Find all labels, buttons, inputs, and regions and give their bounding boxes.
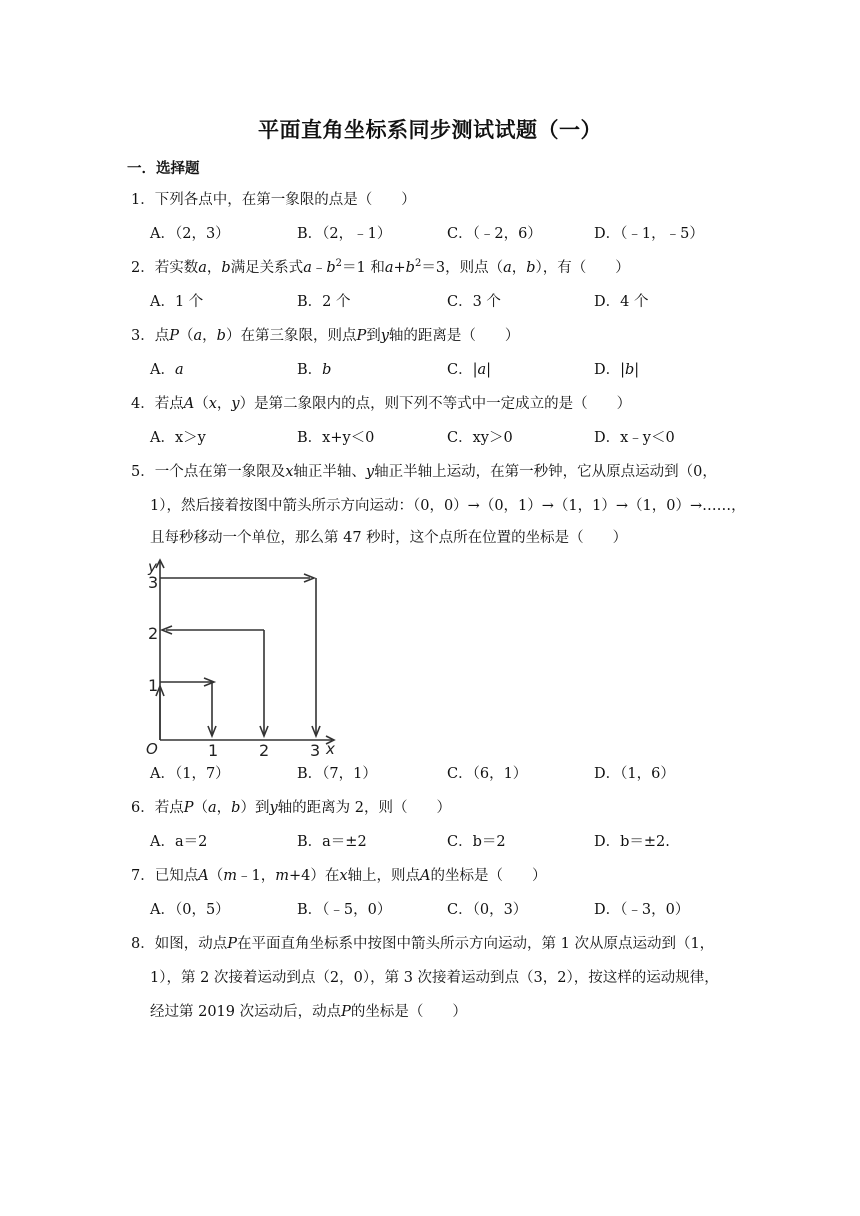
q5-option-a: A．（1，7） — [150, 766, 230, 782]
q5-option-b: B．（7，1） — [297, 766, 377, 782]
q5-figure-ytick-2: 2 — [148, 624, 159, 643]
question-1-stem: 1．下列各点中，在第一象限的点是（ ） — [131, 192, 416, 208]
q5-figure-xtick-3: 3 — [310, 741, 321, 758]
q1-option-d: D．（﹣1，﹣5） — [594, 226, 704, 242]
section-heading: 一．选择题 — [127, 160, 200, 177]
q5-option-c: C．（6，1） — [447, 766, 528, 782]
q1-option-c: C．（﹣2，6） — [447, 226, 542, 242]
q4-option-c: C．xy＞0 — [447, 430, 513, 446]
question-4-stem: 4．若点A（x，y）是第二象限内的点，则下列不等式中一定成立的是（ ） — [131, 396, 632, 412]
q5-figure-origin: O — [146, 740, 158, 758]
q7-option-d: D．（﹣3，0） — [594, 902, 690, 918]
q2-option-c: C．3 个 — [447, 294, 501, 310]
q2-option-d: D．4 个 — [594, 294, 649, 310]
question-5-line-2: 1），然后接着按图中箭头所示方向运动：（0，0）→（0，1）→（1，1）→（1，0）→……， — [150, 498, 746, 514]
question-5-line-3: 且每秒移动一个单位，那么第 47 秒时，这个点所在位置的坐标是（ ） — [150, 530, 628, 546]
question-2-stem: 2．若实数a，b满足关系式$a﹣b^2=1$ 和$a+b^2=3$，则点（a，b），有（ ） — [131, 258, 630, 276]
q2-option-b: B．2 个 — [297, 294, 351, 310]
q5-figure — [140, 558, 340, 758]
page-title: 平面直角坐标系同步测试试题（一） — [258, 117, 602, 142]
question-6-stem: 6．若点P（a，b）到y轴的距离为 2，则（ ） — [131, 800, 451, 816]
q3-option-d: D．|b| — [594, 362, 640, 378]
q5-figure-ytick-1: 1 — [148, 676, 159, 695]
q3-option-a: A．a — [150, 362, 184, 378]
q5-figure-x-label: x — [326, 740, 335, 758]
q1-option-a: A．（2，3） — [150, 226, 230, 242]
q3-option-c: C．|a| — [447, 362, 492, 378]
q6-option-a: A．a＝2 — [150, 834, 208, 850]
q6-option-b: B．a＝±2 — [297, 834, 367, 850]
question-8-line-2: 1），第 2 次接着运动到点（2，0），第 3 次接着运动到点（3，2），按这样的运动规律， — [150, 970, 719, 986]
q5-figure-xtick-2: 2 — [259, 741, 270, 758]
q4-option-a: A．x＞y — [150, 430, 206, 446]
q6-option-c: C．b＝2 — [447, 834, 506, 850]
q1-option-b: B．（2，﹣1） — [297, 226, 392, 242]
question-8-line-3: 经过第 2019 次运动后，动点P的坐标是（ ） — [150, 1004, 467, 1020]
q5-figure-xtick-1: 1 — [208, 741, 219, 758]
q6-option-d: D．b＝±2. — [594, 834, 670, 850]
q7-option-c: C．（0，3） — [447, 902, 528, 918]
q2-option-a: A．1 个 — [150, 294, 204, 310]
question-5-line-1: 5．一个点在第一象限及x轴正半轴、y轴正半轴上运动，在第一秒钟，它从原点运动到（0， — [131, 464, 717, 480]
q4-option-b: B．x+y＜0 — [297, 430, 375, 446]
q5-figure-ytick-3: 3 — [148, 573, 159, 592]
question-8-line-1: 8．如图，动点P在平面直角坐标系中按图中箭头所示方向运动，第 1 次从原点运动到（1， — [131, 936, 715, 952]
q7-option-b: B．（﹣5，0） — [297, 902, 392, 918]
q5-option-d: D．（1，6） — [594, 766, 675, 782]
q7-option-a: A．（0，5） — [150, 902, 230, 918]
question-7-stem: 7．已知点A（m﹣1，m+4）在x轴上，则点A的坐标是（ ） — [131, 868, 547, 884]
question-3-stem: 3．点P（a，b）在第三象限，则点P到y轴的距离是（ ） — [131, 328, 520, 344]
q4-option-d: D．x﹣y＜0 — [594, 430, 675, 446]
q3-option-b: B．b — [297, 362, 332, 378]
q5-figure-y-label: y — [148, 558, 157, 576]
